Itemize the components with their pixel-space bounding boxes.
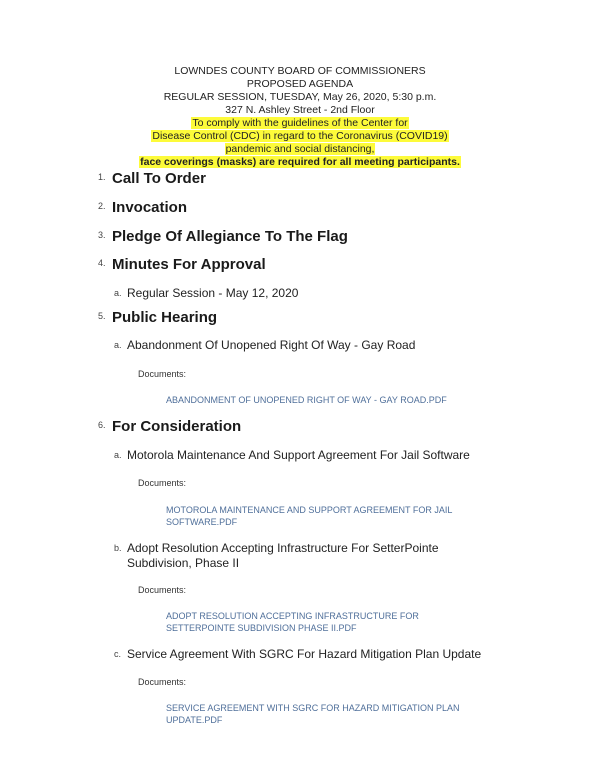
covid-notice-line-1: To comply with the guidelines of the Center for <box>192 117 408 129</box>
agenda-header <box>0 65 600 169</box>
covid-notice-line-2: Disease Control (CDC) in regard to the Coronavirus (COVID19) <box>152 130 448 142</box>
subitem-title: Adopt Resolution Accepting Infrastructure For SetterPointe Subdivision, Phase II <box>127 541 439 570</box>
subitem-sgrc-agreement <box>114 647 514 665</box>
agenda-item-minutes <box>98 256 266 274</box>
agenda-item-public-hearing <box>98 309 217 327</box>
item-title: Public Hearing <box>112 309 218 326</box>
meeting-location: 327 N. Ashley Street - 2nd Floor <box>225 104 375 116</box>
subitem-letter: a. <box>114 340 122 350</box>
item-title: Pledge Of Allegiance To The Flag <box>112 228 348 245</box>
board-name: LOWNDES COUNTY BOARD OF COMMISSIONERS <box>174 65 426 77</box>
document-link-sgrc[interactable]: SERVICE AGREEMENT WITH SGRC FOR HAZARD MITIGATION PLAN UPDATE.PDF <box>166 703 460 725</box>
subitem-letter: a. <box>114 450 122 460</box>
subitem-letter: c. <box>114 649 122 659</box>
covid-notice-mask-requirement: face coverings (masks) are required for all meeting participants. <box>140 156 460 168</box>
session-info: REGULAR SESSION, TUESDAY, May 26, 2020, 5:30 p.m. <box>163 91 437 103</box>
subitem-motorola-agreement <box>114 448 514 466</box>
item-number: 3. <box>98 230 106 240</box>
subitem-letter: a. <box>114 288 122 298</box>
agenda-item-pledge <box>98 228 348 246</box>
covid-notice-line-3: pandemic and social distancing, <box>225 143 375 155</box>
documents-label: Documents: <box>138 478 187 488</box>
item-number: 6. <box>98 420 106 430</box>
document-link-setterpointe[interactable]: ADOPT RESOLUTION ACCEPTING INFRASTRUCTURE FOR SETTERPOINTE SUBDIVISION PHASE II.PDF <box>166 611 419 633</box>
document-link-gay-road[interactable]: ABANDONMENT OF UNOPENED RIGHT OF WAY - GAY ROAD.PDF <box>166 395 447 405</box>
documents-label: Documents: <box>138 585 187 595</box>
subitem-regular-session-minutes <box>114 286 514 304</box>
item-number: 4. <box>98 258 106 268</box>
item-title: Invocation <box>112 199 188 216</box>
document-link-motorola[interactable]: MOTOROLA MAINTENANCE AND SUPPORT AGREEMENT FOR JAIL SOFTWARE.PDF <box>166 505 453 527</box>
item-number: 5. <box>98 311 106 321</box>
subitem-setterpointe-resolution <box>114 541 514 571</box>
item-title: For Consideration <box>112 418 242 435</box>
item-number: 2. <box>98 201 106 211</box>
item-title: Call To Order <box>112 170 206 187</box>
item-number: 1. <box>98 172 106 182</box>
item-title: Minutes For Approval <box>112 256 266 273</box>
subitem-title: Service Agreement With SGRC For Hazard Mitigation Plan Update <box>127 647 482 661</box>
subitem-title: Abandonment Of Unopened Right Of Way - Gay Road <box>127 338 416 352</box>
documents-label: Documents: <box>138 369 187 379</box>
subitem-letter: b. <box>114 543 122 553</box>
agenda-item-invocation <box>98 199 187 217</box>
subitem-title: Regular Session - May 12, 2020 <box>127 286 299 300</box>
agenda-item-call-to-order <box>98 170 206 188</box>
subitem-gay-road-abandonment <box>114 338 514 356</box>
subitem-title: Motorola Maintenance And Support Agreement For Jail Software <box>127 448 470 462</box>
document-title: PROPOSED AGENDA <box>246 78 354 90</box>
documents-label: Documents: <box>138 677 187 687</box>
agenda-item-for-consideration <box>98 418 241 436</box>
